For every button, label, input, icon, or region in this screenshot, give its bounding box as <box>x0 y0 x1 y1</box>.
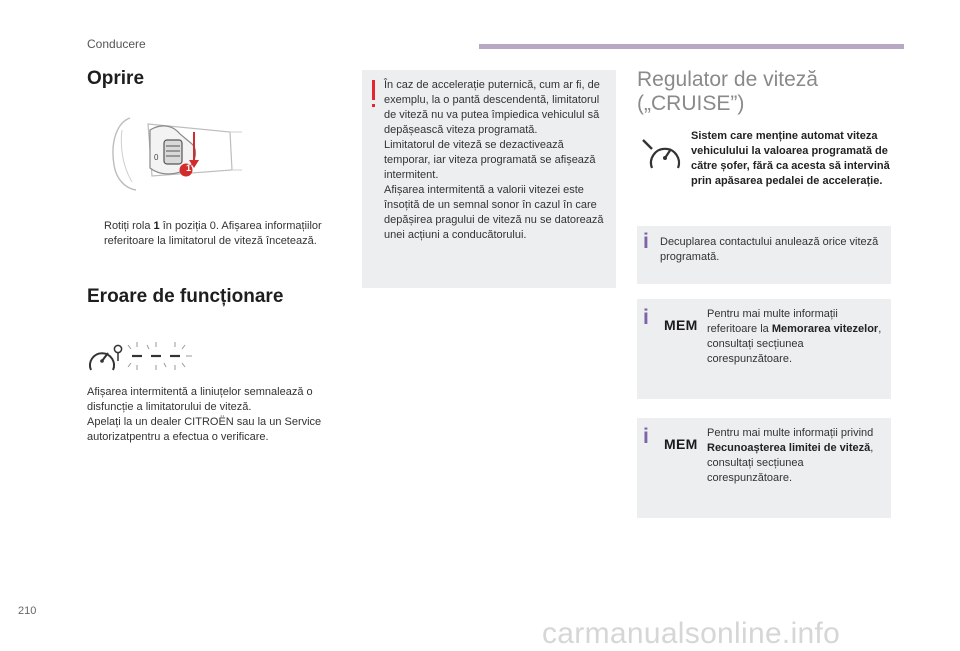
info-ignition-text: Decuplarea contactului anulează orice viteză programată. <box>660 236 879 263</box>
page-number: 210 <box>18 605 37 617</box>
error-text-1: Afișarea intermitentă a liniuțelor semnalează o disfuncție a limitatorului de viteză. <box>87 386 313 413</box>
warning-icon-dot <box>372 104 375 107</box>
figure-callout-1: 1 <box>185 163 191 173</box>
info-memory-post: , consultați secțiunea corespunzătoare. <box>707 323 882 365</box>
speed-limiter-stalk-illustration <box>100 110 245 195</box>
stop-heading: Oprire <box>87 68 145 89</box>
stop-instruction <box>104 219 334 249</box>
stop-text-pre: Rotiți rola <box>104 220 154 232</box>
cruise-title <box>637 68 917 116</box>
warning-text <box>384 78 608 243</box>
info-speed-limit-bold: Recunoașterea limitei de viteză <box>707 442 871 454</box>
warning-line-1: În caz de accelerație puternică, cum ar fi, de exemplu, la o pantă descendentă, limitatorul de viteză nu va putea împiedica vehiculul să depășească viteza programată. <box>384 79 600 136</box>
mem-button-icon: MEM <box>664 436 698 452</box>
info-icon: i <box>643 230 649 253</box>
cruise-intro: Sistem care menține automat viteza vehiculului la valoarea programată de către șofer, fără ca acesta să intervină prin apăsarea pedalei de accelerație. <box>691 130 890 187</box>
error-heading: Eroare de funcționare <box>87 286 284 307</box>
warning-line-3: Afișarea intermitentă a valorii vitezei este însoțită de un semnal sonor în cazul în care depășirea pragului de viteză nu se datorează unei acțiuni a conducătorului. <box>384 184 604 241</box>
error-text-2: Apelați la un dealer CITROËN sau la un Service autorizatpentru a efectua o verificare. <box>87 416 322 443</box>
section-label: Conducere <box>87 37 146 51</box>
cruise-title-line-1: Regulator de viteză <box>637 68 818 91</box>
info-icon: i <box>643 425 649 448</box>
info-icon: i <box>643 306 649 329</box>
warning-line-2: Limitatorul de viteză se dezactivează temporar, iar viteza programată se afișează intermitent. <box>384 139 596 181</box>
header-accent-bar <box>479 44 904 49</box>
info-memory-bold: Memorarea vitezelor <box>771 323 879 335</box>
cruise-title-line-2: („CRUISE”) <box>637 92 745 115</box>
info-memory-text <box>707 307 882 367</box>
warning-icon <box>372 80 375 100</box>
cruise-control-gauge-icon <box>640 136 682 170</box>
svg-text:0: 0 <box>154 153 159 162</box>
stop-text-bold: 1 <box>153 220 160 232</box>
info-speed-limit-text <box>707 426 882 486</box>
info-memory-pre: Pentru mai multe informații referitoare la <box>707 308 838 335</box>
info-speed-limit-pre: Pentru mai multe informații privind <box>707 427 874 439</box>
info-speed-limit-post: , consultați secțiunea corespunzătoare. <box>707 442 874 484</box>
watermark: carmanualsonline.info <box>542 617 841 650</box>
stop-text-post: în poziția 0. Afișarea informațiilor referitoare la limitatorul de viteză încetează. <box>104 220 322 247</box>
mem-button-icon: MEM <box>664 317 698 333</box>
limiter-malfunction-icon <box>86 340 198 374</box>
